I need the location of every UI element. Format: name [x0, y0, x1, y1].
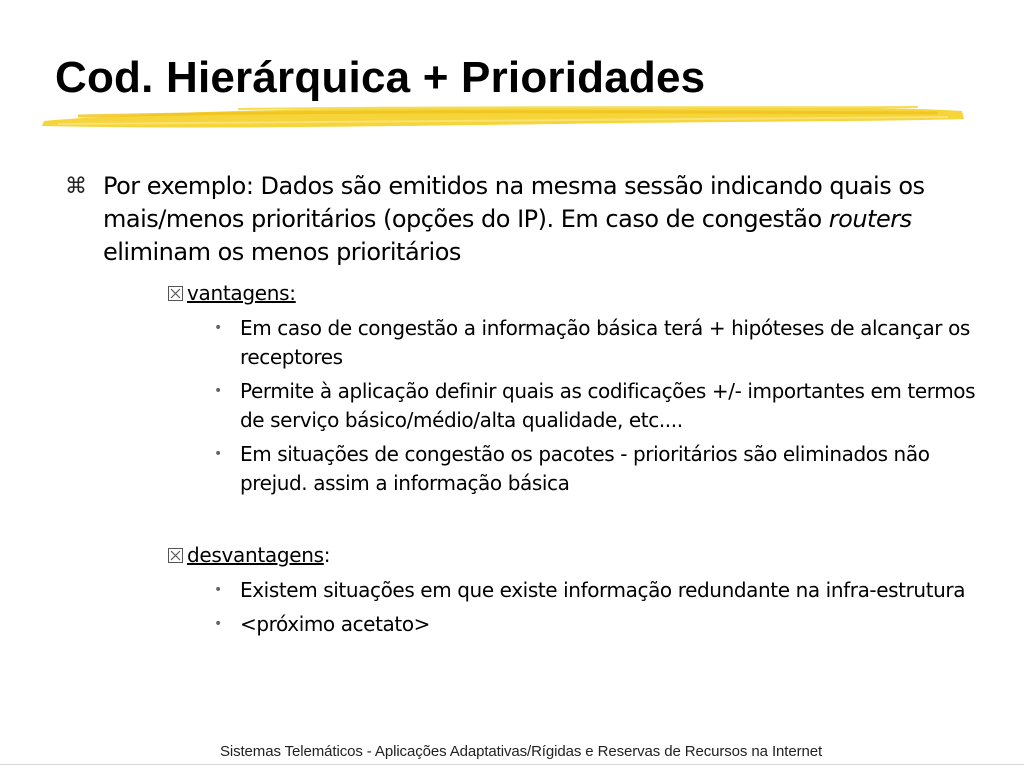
list-item: [214, 576, 980, 605]
list-item: [214, 610, 980, 639]
list-item-text: <próximo acetato>: [240, 612, 431, 636]
dot-bullet: •: [214, 383, 222, 399]
desvantagens-suffix: :: [323, 543, 331, 567]
vantagens-heading: [168, 280, 296, 306]
desvantagens-label: desvantagens: [187, 543, 324, 567]
x-box-icon: [168, 281, 183, 296]
intro-paragraph: [65, 170, 983, 269]
footer-divider: [0, 764, 1024, 765]
list-item-text: Em caso de congestão a informação básica terá + hipóteses de alcançar os receptores: [240, 316, 970, 369]
intro-text-before: Por exemplo: Dados são emitidos na mesma sessão indicando quais os mais/menos prioritários (opções do IP). Em caso de congestão: [103, 172, 925, 233]
title-highlight-stroke: [38, 99, 968, 133]
intro-text-italic: routers: [828, 205, 912, 233]
vantagens-list: [214, 314, 980, 503]
x-box-icon: [168, 543, 183, 558]
dot-bullet: •: [214, 616, 222, 632]
list-item: [214, 440, 980, 498]
list-item: [214, 314, 980, 372]
command-key-icon: ⌘: [65, 174, 87, 199]
dot-bullet: •: [214, 446, 222, 462]
list-item: [214, 377, 980, 435]
dot-bullet: •: [214, 320, 222, 336]
desvantagens-list: [214, 576, 980, 644]
list-item-text: Permite à aplicação definir quais as codificações +/- importantes em termos de serviço básico/médio/alta qualidade, etc....: [240, 379, 976, 432]
slide-footer: Sistemas Telemáticos - Aplicações Adaptativas/Rígidas e Reservas de Recursos na Internet: [219, 743, 823, 760]
desvantagens-heading: [168, 542, 330, 568]
intro-text-after: eliminam os menos prioritários: [103, 238, 461, 266]
dot-bullet: •: [214, 582, 222, 598]
list-item-text: Existem situações em que existe informação redundante na infra-estrutura: [240, 578, 966, 602]
slide-title: Cod. Hierárquica + Prioridades: [55, 53, 706, 102]
vantagens-label: vantagens:: [187, 281, 296, 305]
list-item-text: Em situações de congestão os pacotes - prioritários são eliminados não prejud. assim a informação básica: [240, 442, 930, 495]
